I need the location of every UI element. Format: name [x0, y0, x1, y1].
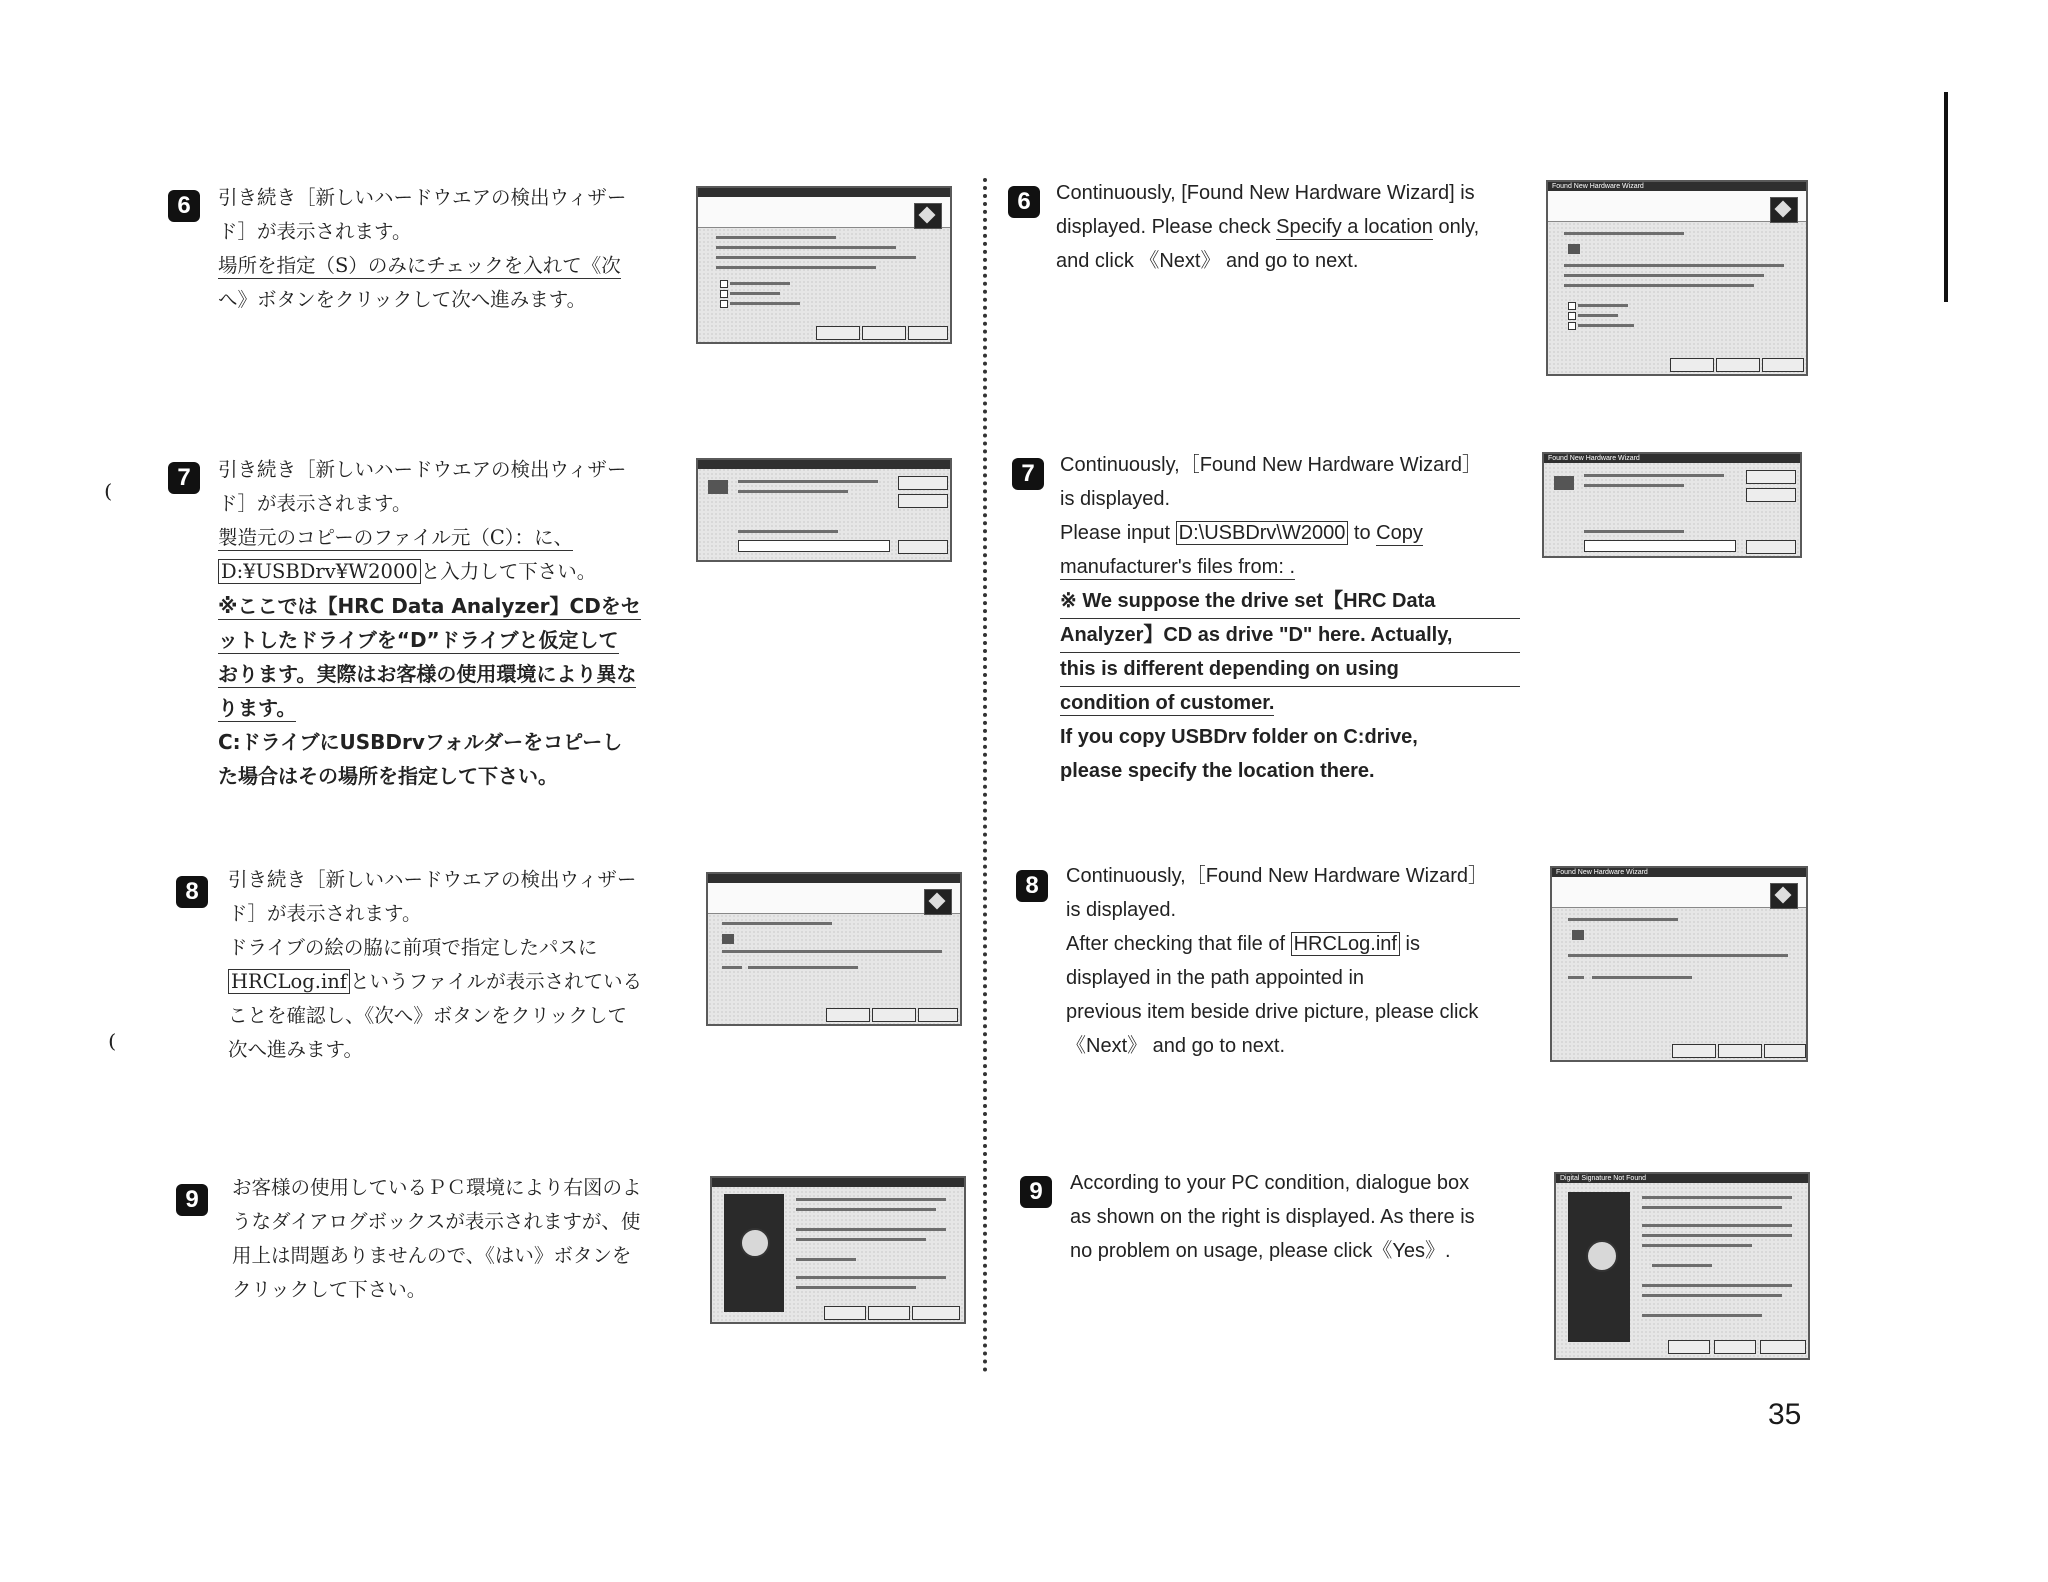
step-6-jp-text — [218, 181, 626, 317]
text-line: C:ドライブにUSBDrvフォルダーをコピーし — [218, 730, 623, 754]
wizard-icon — [924, 889, 952, 915]
wizard-icon — [914, 203, 942, 229]
step-number-9-jp: 9 — [176, 1184, 208, 1216]
text-line: is displayed. — [1060, 488, 1171, 510]
step-number-7-en: 7 — [1012, 458, 1044, 490]
step-9-en-text — [1070, 1166, 1475, 1268]
text-line: displayed in the path appointed in — [1066, 967, 1365, 989]
text-line: ド］が表示されます。 — [218, 492, 412, 515]
dialog-title: Found New Hardware Wizard — [1548, 455, 1640, 462]
text-line: no problem on usage, please click《Yes》. — [1070, 1240, 1451, 1262]
text-line: 引き続き［新しいハードウエアの検出ウィザー — [218, 186, 627, 209]
note-line: ります。 — [218, 696, 297, 720]
text-line: クリックして下さい。 — [232, 1278, 427, 1301]
text-line: 《Next》 and go to next. — [1066, 1035, 1286, 1057]
text-line: 引き続き［新しいハードウエアの検出ウィザー — [228, 868, 637, 891]
text-line: うなダイアログボックスが表示されますが、使 — [232, 1210, 641, 1233]
page-edge-bar — [1944, 92, 1948, 302]
path-box-jp: D:¥USBDrv¥W2000 — [218, 559, 421, 584]
text-line: ド］が表示されます。 — [218, 220, 412, 243]
note-line: ※ここでは【HRC Data Analyzer】CDをセ — [218, 594, 641, 618]
text-line: た場合はその場所を指定して下さい。 — [218, 764, 558, 788]
copy-label-cont: manufacturer's files from: . — [1060, 556, 1295, 578]
text-line: Continuously,［Found New Hardware Wizard］ — [1066, 865, 1489, 887]
wizard-screenshot-8-en — [1550, 866, 1808, 1062]
text-line: is displayed. — [1066, 899, 1177, 921]
text-line: 次へ進みます。 — [228, 1038, 363, 1061]
specify-location-option-jp: 場所を指定（S）のみにチェックを入れて《次 — [218, 254, 621, 277]
note-line: condition of customer. — [1060, 692, 1275, 714]
step-8-en-text: Continuously,［Found New Hardware Wizard］ is displayed. After checking that file of HRCLog.inf is displayed in the path appointed in previous item beside drive picture, please click 《Next》 and go to next. — [1066, 859, 1488, 1063]
wizard-screenshot-7-en — [1542, 452, 1802, 558]
note-line: おります。実際はお客様の使用環境により異な — [218, 662, 637, 686]
dialog-title: Found New Hardware Wizard — [1552, 183, 1644, 190]
step-7-jp-text — [218, 453, 641, 793]
text-line: と入力して下さい。 — [420, 560, 597, 583]
step-8-jp-text — [228, 863, 642, 1067]
column-divider — [983, 178, 987, 1373]
signature-screenshot-9-en — [1554, 1172, 1810, 1360]
text-line: If you copy USBDrv folder on C:drive, — [1060, 726, 1418, 748]
copy-label: Copy — [1376, 522, 1423, 544]
step-7-en-text: Continuously,［Found New Hardware Wizard］ is displayed. Please input D:\USBDrv\W2000 to Copy manufacturer's files from: . ※ We suppose the drive set【HRC Data Analyzer】CD as drive "D" here. Actually, this is different depending on using condition of customer. If you copy USBDrv folder on C:drive, please specify the location there. — [1060, 448, 1520, 788]
text-line: and click 《Next》 and go to next. — [1056, 250, 1359, 272]
wizard-screenshot-8-jp — [706, 872, 962, 1026]
step-number-6-en: 6 — [1008, 186, 1040, 218]
note-line: ※ We suppose the drive set【HRC Data — [1060, 584, 1520, 619]
wizard-screenshot-7-jp — [696, 458, 952, 562]
copy-from-label-jp: 製造元のコピーのファイル元（C）：に、 — [218, 526, 574, 549]
page-number: 35 — [1768, 1398, 1802, 1431]
specify-location-option: Specify a location — [1276, 216, 1433, 238]
file-box-jp: HRCLog.inf — [228, 969, 350, 994]
note-line: Analyzer】CD as drive "D" here. Actually, — [1060, 618, 1520, 653]
text-line: というファイルが表示されている — [350, 970, 643, 993]
note-line: ットしたドライブを“D”ドライブと仮定して — [218, 628, 619, 652]
step-number-7-jp: 7 — [168, 462, 200, 494]
text-line: ドライブの絵の脇に前項で指定したパスに — [228, 936, 598, 959]
scan-mark-upper: ⁽ — [104, 478, 113, 518]
file-box: HRCLog.inf — [1291, 932, 1400, 956]
step-6-en-text: Continuously, [Found New Hardware Wizard] is displayed. Please check Specify a location only, and click 《Next》 and go to next. — [1056, 176, 1479, 278]
text-line: ことを確認し、《次へ》ボタンをクリックして — [228, 1004, 627, 1027]
text-line: へ》ボタンをクリックして次へ進みます。 — [218, 288, 587, 311]
text-line: ド］が表示されます。 — [228, 902, 422, 925]
signature-screenshot-9-jp — [710, 1176, 966, 1324]
step-number-6-jp: 6 — [168, 190, 200, 222]
text-line: 用上は問題ありませんので、《はい》ボタンを — [232, 1244, 632, 1267]
step-number-8-jp: 8 — [176, 876, 208, 908]
note-line: this is different depending on using — [1060, 652, 1520, 687]
text-line: 引き続き［新しいハードウエアの検出ウィザー — [218, 458, 627, 481]
dialog-title: Digital Signature Not Found — [1560, 1175, 1646, 1182]
wizard-screenshot-6-en — [1546, 180, 1808, 376]
scan-mark-lower: ⁽ — [108, 1028, 117, 1068]
dialog-title: Found New Hardware Wizard — [1556, 869, 1648, 876]
text-line: Continuously, [Found New Hardware Wizard] is — [1056, 182, 1475, 204]
path-box: D:\USBDrv\W2000 — [1176, 521, 1349, 545]
wizard-screenshot-6-jp — [696, 186, 952, 344]
wizard-icon — [1770, 197, 1798, 223]
step-number-8-en: 8 — [1016, 870, 1048, 902]
text-line: as shown on the right is displayed. As there is — [1070, 1206, 1475, 1228]
text-line: previous item beside drive picture, please click — [1066, 1001, 1479, 1023]
step-number-9-en: 9 — [1020, 1176, 1052, 1208]
text-line: Continuously,［Found New Hardware Wizard］ — [1060, 454, 1483, 476]
step-9-jp-text — [232, 1171, 642, 1307]
wizard-icon — [1770, 883, 1798, 909]
text-line: please specify the location there. — [1060, 760, 1375, 782]
text-line: According to your PC condition, dialogue box — [1070, 1172, 1470, 1194]
text-line: お客様の使用しているＰＣ環境により右図のよ — [232, 1176, 642, 1199]
